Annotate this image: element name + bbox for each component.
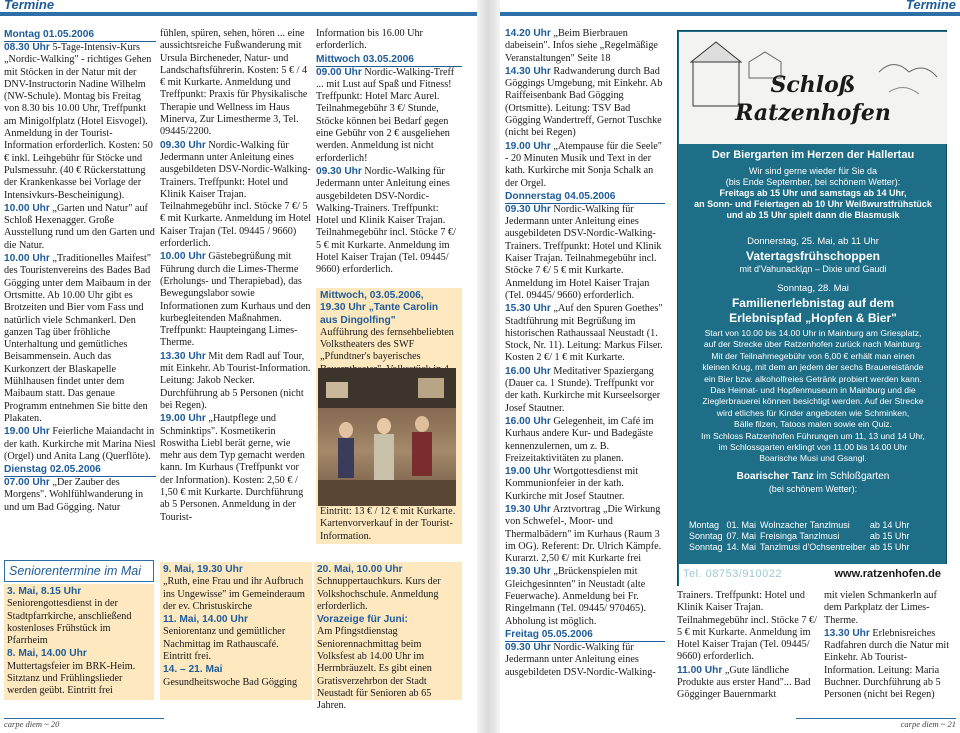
ad-intro [678, 166, 948, 221]
ad-text-10: Im Schloss Ratzenhofen Führungen um 11, 13 und 14 Uhr, [701, 430, 925, 441]
event-entry [4, 477, 156, 514]
event-time: 16.00 Uhr [505, 415, 551, 427]
event-text: „Hautpflege und Schminktips". Kosmetikerin Roswitha Liebl berät gerne, wie mehr aus dem Typ gemacht werden kann. Im Kurhaus (Treffpunkt vor der Information). Kosten: 2,50 € / 1,50 € mit Kurkarte. Durchführung ab 5 Personen. Anmeldung in der Tourist- [160, 413, 305, 523]
dance-cell: ab 15 Uhr [869, 542, 910, 552]
ad-event-2b: Erlebnispfad „Hopfen & Bier" [729, 311, 897, 325]
event-text: Nordic-Walking-Treff ... mit Lust auf Spaß und Fitness! Treffpunkt: Hotel Marc Aurel. Teilnahmegebühr 3 €/ Stunde, Stöcke können bei Bedarf gegen eine Gebühr von 2 € ausgeliehen werden. Anmeldung ist nicht erforderlich! [316, 66, 455, 164]
senior-box-3 [314, 562, 462, 712]
ad-text-11: im Schlossgarten erklingt von 11.00 bis 14.00 Uhr [718, 442, 908, 453]
event-time: 14.20 Uhr [505, 28, 551, 39]
ad-line-5: und ab 15 Uhr spielt dann die Blasmusik [726, 210, 900, 220]
ad-date-2: Sonntag, 28. Mai [777, 283, 849, 294]
event-entry [316, 28, 462, 53]
event-entry [4, 203, 156, 252]
event-text: Erlebnisreiches Radfahren durch die Natur mit Einkehr. Ab Tourist-Information. Leitung: Maria Buchner. Durchführung ab 5 Personen (nicht bei Regen) [824, 627, 950, 701]
event-time: 19.00 Uhr [160, 413, 206, 425]
event-time: 07.00 Uhr [4, 477, 50, 489]
event-entry [4, 253, 156, 425]
day-heading: Donnerstag 04.05.2006 [505, 191, 665, 204]
dance-cell: 01. Mai [726, 520, 757, 530]
event-time: 19.30 Uhr [505, 566, 551, 578]
carolin-text: Aufführung des fernsehbeliebten Volkstheaters des SWF „Pfundtner's bayerisches [320, 326, 454, 363]
ad-line-2: (bis Ende September, bei schönem Wetter): [725, 177, 901, 187]
column-2 [160, 28, 312, 558]
senior-box-1 [4, 584, 154, 700]
event-entry [505, 141, 665, 190]
event-text: Nordic-Walking für Jedermann unter Anleitung eines ausgebildeten DSV-Nordic-Walking- [505, 641, 656, 678]
event-time: 19.30 Uhr [505, 503, 551, 515]
page-gutter [477, 0, 500, 733]
event-text: Feierliche Maiandacht in der kath. Kurkirche mit Marina Niesl (Orgel) und Anita Lang (Querflöte). [4, 426, 156, 462]
event-time: 09.30 Uhr [160, 139, 206, 151]
senior-date: 14. – 21. Mai [163, 664, 223, 676]
event-time: 10.00 Uhr [4, 253, 50, 265]
column-6 [824, 590, 952, 708]
event-text: Gästebegrüßung mit Führung durch die Limes-Therme (Erholungs- und Therapiebad), das Bewegungslabor sowie Informationen zum Kurhaus und den kurbegleitenden Maßnahmen. Treffpunkt: Haupteingang Limes-Therme. [160, 251, 311, 349]
ad-text-6: Das Heimat- und Hopfenmuseum in Mainburg und die [710, 385, 916, 396]
event-time: 11.00 Uhr [677, 664, 723, 676]
dance-cell: Freisinga Tanzlmusi [760, 531, 840, 541]
column-3 [316, 28, 462, 286]
ad-website: www.ratzenhofen.de [834, 568, 941, 580]
ad-line-3: Freitags ab 15 Uhr und samstags ab 14 Uhr, [719, 188, 907, 198]
senior-text: Seniorentanz und gemütlicher Nachmittag im Rathauscafé. Eintritt frei. [163, 626, 286, 663]
event-time: 19.00 Uhr [505, 140, 551, 152]
column-1 [4, 28, 156, 556]
event-text: „Beim Bierbrauen dabeisein". Infos siehe „Regelmäßige Veranstaltungen" Seite 18 [505, 28, 658, 64]
event-entry [505, 204, 665, 302]
header-bar-right [500, 12, 960, 16]
event-time: 14.30 Uhr [505, 65, 551, 77]
theater-scene-image [318, 368, 456, 506]
day-heading: Freitag 05.05.2006 [505, 629, 665, 642]
dance-cell: Sonntag [689, 531, 723, 541]
dance-cell: ab 15 Uhr [869, 531, 910, 541]
dance-cell: ab 14 Uhr [869, 520, 910, 530]
ad-text-2: auf der Strecke über Ratzenhofen zurück nach Mainburg. [703, 339, 923, 350]
event-text: Gelegenheit, im Café im Kurhaus andere Kur- und Badegäste kennenzulernen, um z. B. Freizeitaktivitäten zu planen. [505, 415, 654, 464]
carolin-head: Mittwoch, 03.05.2006, [320, 290, 424, 301]
event-time: 16.00 Uhr [505, 365, 551, 377]
column-5 [677, 590, 817, 708]
ad-text-7: Zieglerbrauerei können besichtigt werden. Auf der Strecke [702, 396, 924, 407]
senior-text: „Ruth, eine Frau und ihr Aufbruch ins Ungewisse" im Gemeinderaum der ev. Christuskirche [163, 576, 305, 612]
ad-event-2-text [678, 328, 948, 465]
event-entry [505, 504, 665, 565]
senior-text: Schnuppertauchkurs. Kurs der Volkshochschule. Anmeldung erforderlich. [317, 576, 441, 612]
ad-text-1: Start von 10.00 bis 14.00 Uhr in Mainburg am Griesplatz, [704, 328, 922, 338]
ad-dance-place: im Schloßgarten [813, 471, 890, 482]
event-entry [505, 466, 665, 503]
senior-title: Seniorentermine im Mai [4, 560, 154, 582]
theater-photo [318, 368, 456, 506]
senior-date: Vorazeige für Juni: [317, 614, 408, 626]
event-entry [160, 140, 312, 251]
carolin-time: 19.30 Uhr [320, 302, 366, 314]
event-time: 09.00 Uhr [316, 66, 362, 78]
event-entry [505, 416, 665, 465]
event-entry [505, 566, 665, 627]
dance-row [689, 531, 913, 542]
ad-event-2a: Familienerlebnistag auf dem [731, 296, 895, 310]
event-text: „Gute ländliche Produkte aus erster Hand"... Bad Gögginger Bauernmarkt [677, 664, 811, 701]
event-text: „Traditionelles Maifest" des Touristenvereins des Bades Bad Gögging unter dem Maibaum in der Ortsmitte. Ab 10.00 Uhr gibt es Brotzeiten und Bier vom Fass und natürlich viele Schmankerl. Den ganzen Tag über fröhliche Unterhaltung und gemütliches Beisammensein. Auch das Kurkonzert der Blaskapelle Mühlhausen findet unter dem Maibaum statt. Das genaue Programm entnehmen Sie bitte den Plakaten. [4, 253, 151, 424]
ad-contact-bar [679, 564, 947, 586]
senior-date: 3. Mai, 8.15 Uhr [7, 586, 82, 597]
event-text: Meditativer Spaziergang (Dauer ca. 1 Stunde). Treffpunkt vor der kath. Kurkirche mit Kurseelsorger Josef Stautner. [505, 365, 661, 414]
event-text: Nordic-Walking für Jedermann unter Anleitung eines ausgebildeten DSV-Nordic-Walking-Trainers. Treffpunkt: Hotel und Klinik Kaiser Trajan. Teilnahmegebühr incl. Stöcke 7 €/ 5 € mit Kurkarte. Anmeldung im Hotel Kaiser Trajan (Tel. 09445/ 9660) erforderlich. [316, 165, 456, 276]
dance-cell: Wolnzacher Tanzlmusi [760, 520, 850, 530]
event-text: „Der Zauber des Morgens". Wohlfühlwanderung in und um Bad Gögging. Natur [4, 477, 144, 513]
ad-dance-note: (bei schönem Wetter): [768, 484, 858, 494]
day-heading: Mittwoch 03.05.2006 [316, 54, 462, 67]
event-text: Mit dem Radl auf Tour, mit Einkehr. Ab Tourist-Information. Leitung: Jakob Necker. Durchführung ab 5 Personen (nicht bei Regen). [160, 350, 311, 411]
header-bar-left [0, 12, 477, 16]
footer-right: carpe diem ~ 21 [796, 718, 956, 730]
event-text: 5-Tage-Intensiv-Kurs „Nordic-Walking" - richtiges Gehen mit Stöcken in der Natur mit der DNV-Instructorin Nadine Wilhelm (NW-Schule). Montag bis Freitag von 8.30 bis 10.00 Uhr, Treffpunkt am Minigolfplatz (Hotel Eisvogel). Anmeldung in der Tourist-Information erforderlich. Kosten: 50 € inkl. Leihgebühr für Stöcke und Pulsmessuhr. (40 € Rückerstattung der Krankenkasse bei Vorlage der Intensivkurs-Bescheinigung). [4, 42, 153, 201]
ad-name-2: Ratzenhofen [735, 100, 891, 126]
event-entry [4, 426, 156, 463]
senior-text: Am Pfingstdienstag Seniorennachmittag beim Volksfest ab 14.00 Uhr im Herrnbräuzelt. Es gibt einen Gratisverzehrbon der Stadt Neustadt für Senioren ab 65 Jahren. [317, 626, 432, 712]
event-entry [160, 351, 312, 412]
event-text: Radwanderung durch Bad Göggings Umgebung, mit Einkehr. Ab Raiffeisenbank Bad Gögging (Ortsmitte). Leitung: TSV Bad Gögging Wandertreff, Gernot Tuschke (nicht bei Regen) [505, 65, 663, 139]
ad-event-1-sub: mit d'Vahunacklдn – Dixie und Gaudi [739, 264, 887, 274]
event-time: 19.00 Uhr [505, 466, 551, 478]
event-text: mit vielen Schmankerln auf dem Parkplatz der Limes-Therme. [824, 590, 937, 626]
dance-schedule-table [689, 520, 913, 553]
event-text: „Garten und Natur" auf Schloß Hexenagger. Große Ausstellung rund um den Garten und die Natur. [4, 202, 155, 251]
ad-text-3: Mit der Teilnahmegebühr von 6,00 € erhält man einen [711, 350, 915, 361]
event-entry [505, 642, 665, 679]
ad-headline: Der Biergarten im Herzen der Hallertau [711, 149, 915, 161]
event-entry [160, 251, 312, 349]
event-time: 08.30 Uhr [4, 42, 50, 53]
event-time: 15.30 Uhr [505, 303, 551, 315]
dance-cell: 14. Mai [726, 542, 757, 552]
carolin-foot: Eintritt: 13 € / 12 € mit Kurkarte. Kartenvorverkauf in der Tourist-Information. [320, 506, 456, 542]
event-entry [677, 590, 817, 664]
dance-cell: Sonntag [689, 542, 723, 552]
event-time: 09.30 Uhr [505, 203, 551, 215]
event-entry [505, 66, 665, 140]
event-text: Information bis 16.00 Uhr erforderlich. [316, 28, 423, 52]
dance-cell: Montag [689, 520, 720, 530]
event-time: 10.00 Uhr [160, 251, 206, 263]
ad-name-1: Schloß [770, 72, 856, 98]
senior-date: 8. Mai, 14.00 Uhr [7, 648, 87, 660]
ad-date-1: Donnerstag, 25. Mai, ab 11 Uhr [747, 236, 879, 247]
event-text: fühlen, spüren, sehen, hören ... eine aussichtsreiche Fußwanderung mit Ursula Bircheneder, Natur- und Landschaftsführerin. Kosten: 5 € / 4 € mit Kurkarte. Anmeldung und Treffpunkt: Praxis für Physikalische Therapie und Wellness im Haus Minerva, Zur Limestherme 3, Tel. 09445/2200. [160, 28, 308, 138]
footer-left: carpe diem ~ 20 [4, 718, 164, 730]
event-text: „Auf den Spuren Goethes" Stadtführung mit Begrüßung im historischen Rathaussaal Neustadt (1. Stock, Nr. 11). Leitung: Markus Filser. Kosten 2 €/ 1 € mit Kurkarte. [505, 303, 663, 364]
ad-dance-head [678, 471, 948, 483]
ad-text-12: Boarische Musi und Gsangl. [759, 453, 867, 464]
day-heading: Montag 01.05.2006 [4, 29, 156, 42]
event-text: Nordic-Walking für Jedermann unter Anleitung eines ausgebildeten DSV-Nordic-Walking-Trainers. Treffpunkt: Hotel und Klinik Kaiser Trajan. Teilnahmegebühr incl. Stöcke 7 €/ 5 € mit Kurkarte. Anmeldung im Hotel Kaiser Trajan (Tel. 09445/ 9660) erforderlich. [505, 203, 662, 301]
event-time: 09.30 Uhr [316, 165, 362, 177]
event-entry [677, 665, 817, 702]
day-heading: Dienstag 02.05.2006 [4, 464, 156, 477]
ad-dance-title: Boarischer Tanz [736, 471, 814, 482]
event-time: 09.30 Uhr [505, 641, 551, 653]
event-entry [4, 42, 156, 202]
event-entry [824, 590, 952, 627]
event-entry [505, 28, 665, 65]
event-text: Trainers. Treffpunkt: Hotel und Klinik Kaiser Trajan. Teilnahmegebühr incl. Stöcke 7 €/ 5 € mit Kurkarte. Anmeldung im Hotel Kaiser Trajan (Tel. 09445/ 9660) erforderlich. [677, 590, 817, 663]
senior-text: Muttertagsfeier im BRK-Heim. Sitztanz und Frühlingslieder werden geübt. Eintritt frei [7, 660, 136, 697]
header-title-right: Termine [905, 0, 956, 12]
event-text: Wortgottesdienst mit Kommunionfeier in der kath. Kurkirche mit Josef Stautner. [505, 466, 639, 502]
ad-line-4: an Sonn- und Feiertagen ab 10 Uhr Weißwurstfrühstück [694, 199, 932, 209]
ad-event-1: Vatertagsfrühschoppen [745, 249, 881, 263]
event-text: „Brückenspielen mit Gleichgesinnten" in Neustadt (alte Feuerwache). Anmeldung bei Fr. Ringelmann (Tel. 09445/ 970465). Abholung ist möglich. [505, 566, 647, 627]
event-entry [505, 366, 665, 415]
event-time: 13.30 Uhr [160, 350, 206, 362]
event-entry [316, 166, 462, 277]
ad-logo-area [679, 32, 947, 144]
event-entry [505, 303, 665, 364]
column-4 [505, 28, 665, 708]
event-text: Nordic-Walking für Jedermann unter Anleitung eines ausgebildeten DSV-Nordic-Walking-Trainers. Treffpunkt: Hotel und Klinik Kaiser Trajan. Teilnahmegebühr incl. Stöcke 7 €/ 5 € mit Kurkarte. Anmeldung im Hotel Kaiser Trajan (Tel. 09445 / 9660) erforderlich. [160, 139, 312, 250]
header-title-left: Termine [4, 0, 55, 12]
dance-row [689, 542, 913, 553]
ad-phone: Tel. 08753/910022 [683, 568, 783, 580]
dance-cell: 07. Mai [726, 531, 757, 541]
event-entry [316, 67, 462, 165]
event-time: 13.30 Uhr [824, 627, 870, 639]
ad-line-1: Wir sind gerne wieder für Sie da [748, 166, 878, 176]
senior-date: 11. Mai, 14.00 Uhr [163, 614, 248, 626]
ad-text-8: wird etliches für Kinder angeboten wie Schminken, [716, 407, 910, 418]
event-entry [160, 28, 312, 139]
dance-cell: Tanzlmusi d'Ochsentreiber [760, 542, 866, 552]
event-entry [824, 628, 952, 702]
event-text: Arztvortrag „Die Wirkung von Schwefel-, Moor- und Thermalbädern" im Kurhaus (Raum 3 im OG). Referent: Dr. Ulrich Kämpfe. Kurarzt. 2,50 €/ mit Kurkarte frei [505, 503, 662, 565]
event-entry [160, 413, 312, 524]
ratzenhofen-ad [677, 30, 947, 586]
event-time: 10.00 Uhr [4, 202, 50, 214]
event-text: „Atempause für die Seele" - 20 Minuten Musik und Text in der kath. Kurkirche mit Sonja Schalk an der Orgel. [505, 140, 662, 189]
senior-date: 9. Mai, 19.30 Uhr [163, 564, 243, 575]
ad-text-9: Bälle filzen, Tatoos malen sowie ein Quiz. [734, 419, 892, 430]
senior-date: 20. Mai, 10.00 Uhr [317, 564, 403, 575]
senior-text: Seniorengottesdienst in der Stadtpfarrkirche, anschließend kostenloses Frühstück im Pfarrheim [7, 598, 132, 647]
dance-row [689, 520, 913, 531]
carolin-title: „Tante Carolin aus Dingolfing" [320, 302, 439, 326]
senior-text: Gesundheitswoche Bad Gögging [163, 676, 298, 688]
ad-text-5: ein Bier bzw. alkoholfreies Getränk probiert werden kann. [704, 373, 922, 384]
senior-box-2 [160, 562, 312, 700]
event-time: 19.00 Uhr [4, 426, 50, 438]
ad-text-4: kleinen Krug, mit dem an jedem der sechs Brauereistände [702, 362, 924, 373]
